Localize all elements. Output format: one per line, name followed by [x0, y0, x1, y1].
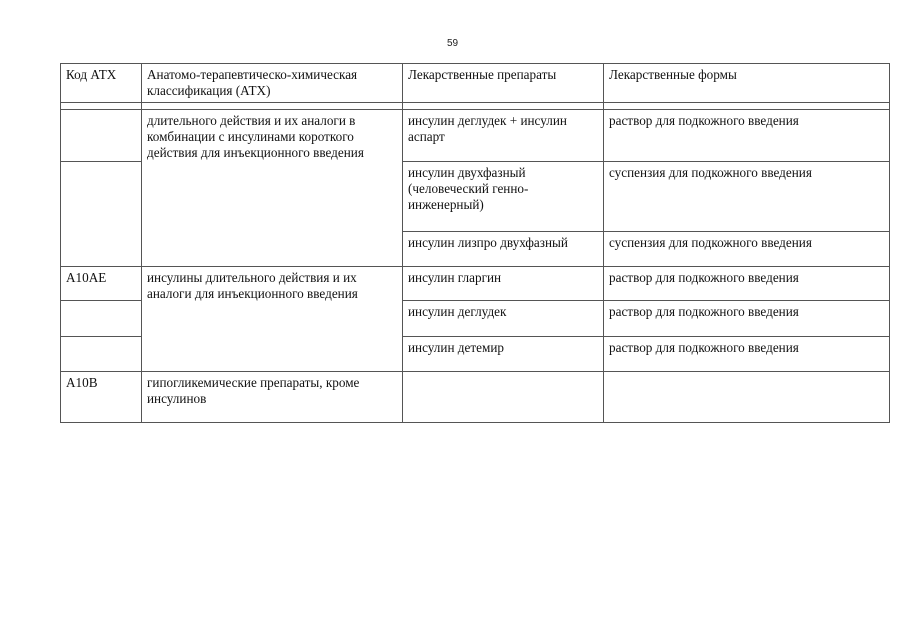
form-cell: суспензия для подкожного введения	[604, 232, 890, 267]
page-number: 59	[446, 38, 459, 49]
code-cell	[61, 301, 142, 337]
table-header-row	[61, 64, 890, 103]
spacer-row	[61, 103, 890, 110]
drug-cell	[403, 372, 604, 423]
classification-cell: гипогликемические препараты, кроме инсулинов	[142, 372, 403, 423]
classification-cell: инсулины длительного действия и их аналоги для инъекционного введения	[142, 267, 403, 372]
drug-cell: инсулин деглудек	[403, 301, 604, 337]
form-cell: раствор для подкожного введения	[604, 267, 890, 301]
spacer-cell	[604, 103, 890, 110]
spacer-cell	[403, 103, 604, 110]
form-cell: раствор для подкожного введения	[604, 337, 890, 372]
code-cell: A10AE	[61, 267, 142, 301]
drug-cell: инсулин двухфазный (человеческий генно-инженерный)	[403, 162, 604, 232]
spacer-cell	[142, 103, 403, 110]
atx-table	[60, 63, 890, 423]
code-cell	[61, 110, 142, 162]
header-classification: Анатомо-терапевтическо-химическая классификация (АТХ)	[142, 64, 403, 103]
table-row	[61, 372, 890, 423]
drug-cell: инсулин детемир	[403, 337, 604, 372]
table-row	[61, 110, 890, 162]
table-row	[61, 267, 890, 301]
drug-cell: инсулин лизпро двухфазный	[403, 232, 604, 267]
form-cell: суспензия для подкожного введения	[604, 162, 890, 232]
header-code: Код АТХ	[61, 64, 142, 103]
classification-cell: длительного действия и их аналоги в комбинации с инсулинами короткого действия для инъекционного введения	[142, 110, 403, 267]
header-forms: Лекарственные формы	[604, 64, 890, 103]
drug-cell: инсулин деглудек + инсулин аспарт	[403, 110, 604, 162]
form-cell: раствор для подкожного введения	[604, 110, 890, 162]
drug-cell: инсулин гларгин	[403, 267, 604, 301]
spacer-cell	[61, 103, 142, 110]
header-drugs: Лекарственные препараты	[403, 64, 604, 103]
code-cell	[61, 162, 142, 267]
code-cell	[61, 337, 142, 372]
form-cell	[604, 372, 890, 423]
form-cell: раствор для подкожного введения	[604, 301, 890, 337]
code-cell: A10B	[61, 372, 142, 423]
